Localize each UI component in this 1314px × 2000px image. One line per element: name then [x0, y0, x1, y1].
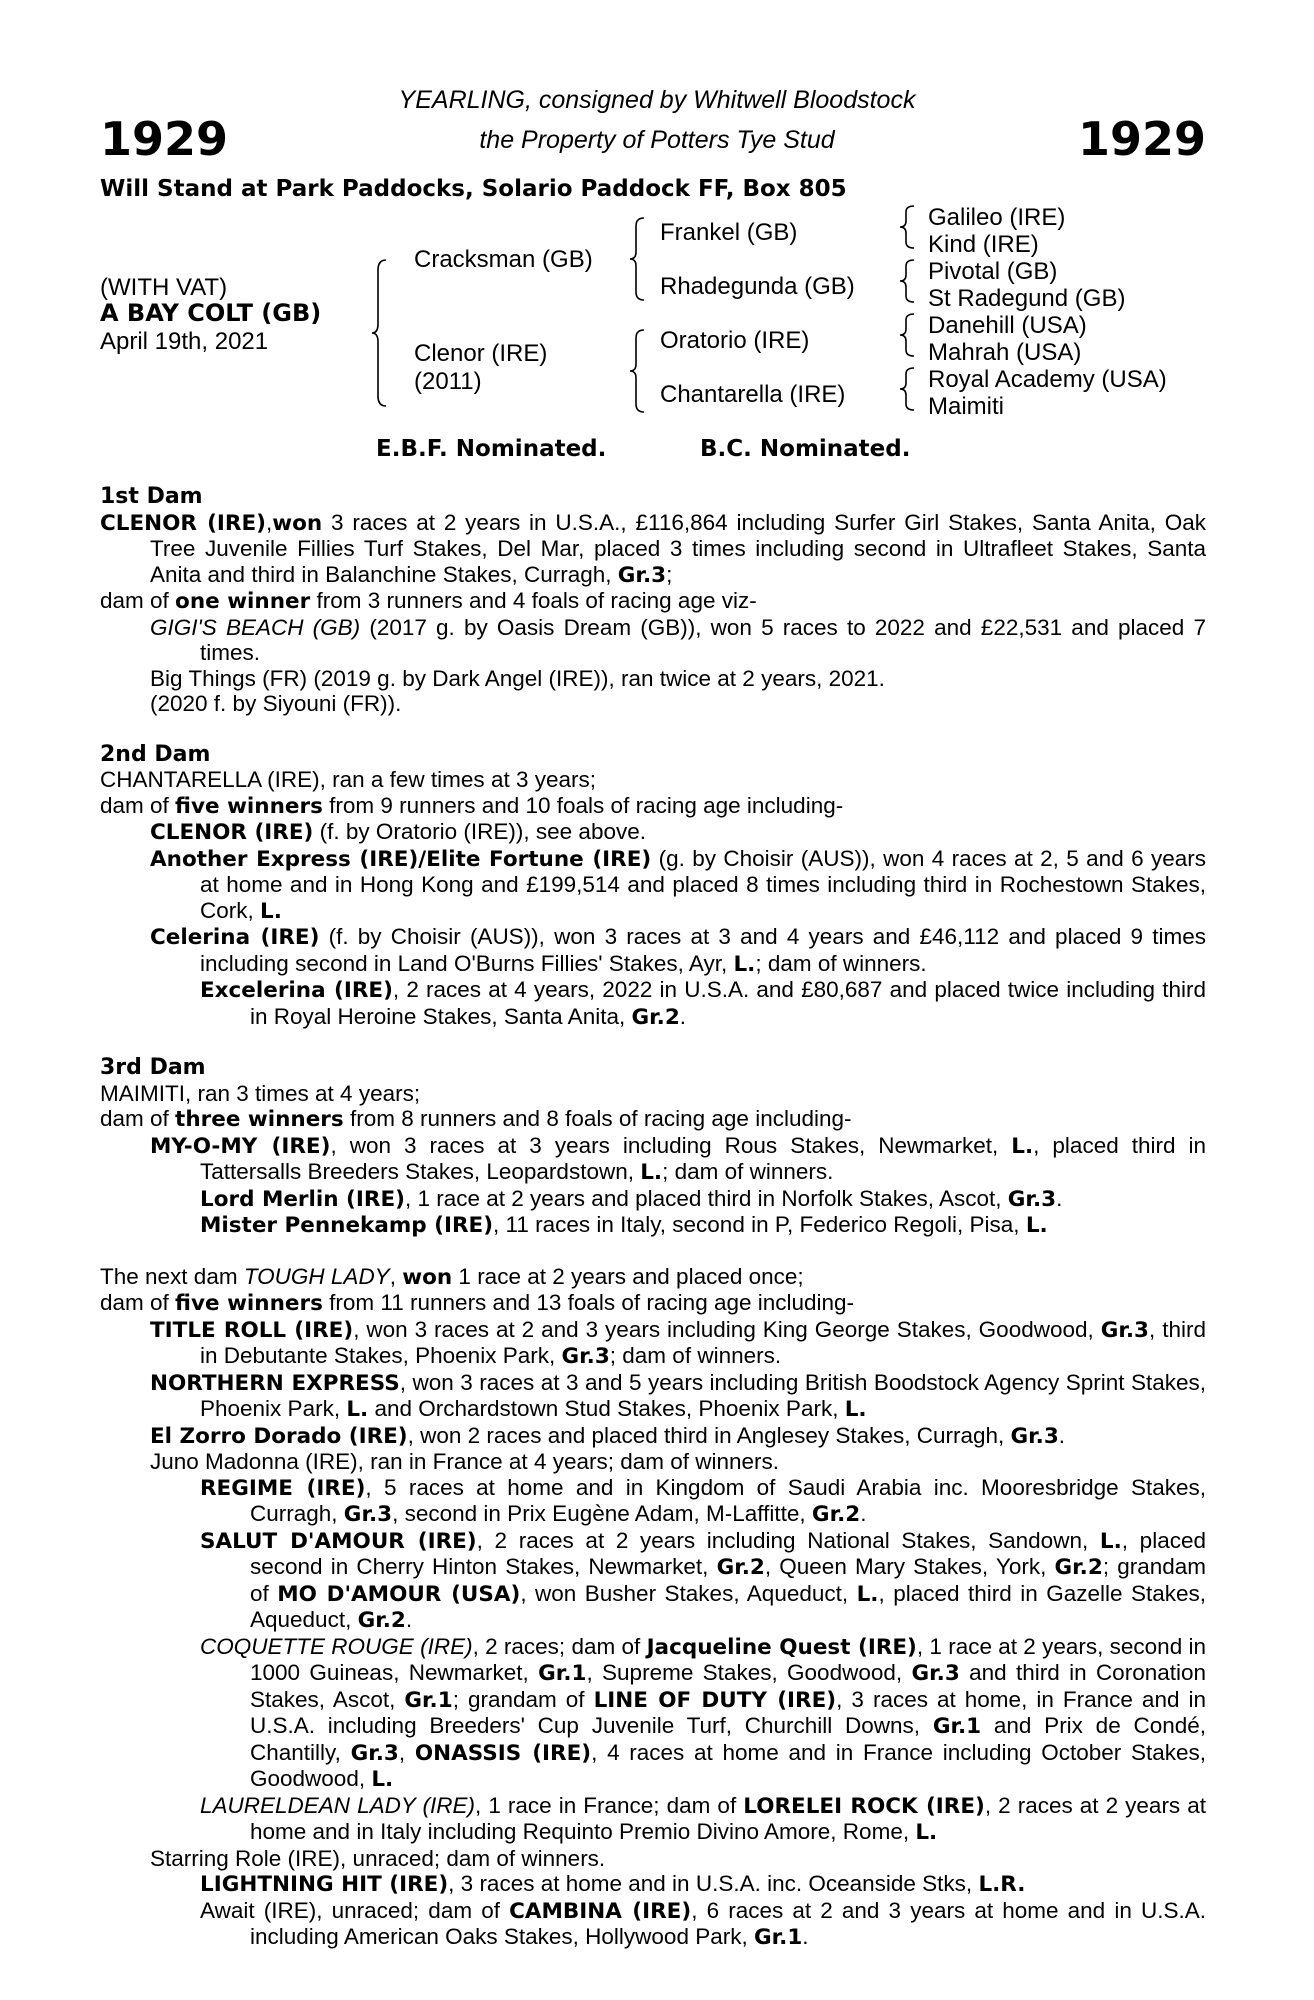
entry-text: COQUETTE ROUGE (IRE) [200, 1633, 473, 1659]
entry-text: from 11 runners and 13 foals of racing age including- [322, 1290, 855, 1315]
entry-text: L. [1011, 1133, 1034, 1159]
dam-section [100, 1055, 1206, 1239]
entry-text: , placed third in Gazelle Stakes, Aqueduct, [250, 1580, 1206, 1632]
pedigree-bracket-dam [630, 328, 650, 414]
entry-text: GIGI'S BEACH (GB) [150, 614, 361, 640]
entry-text: dam of [100, 1106, 176, 1131]
entry-text: Gr.2 [1054, 1555, 1103, 1580]
entry-text: Gr.2 [357, 1608, 406, 1633]
pedigree-bracket-sire [630, 216, 650, 302]
pedigree-entry [100, 793, 1206, 820]
pedigree-entry [100, 1370, 1206, 1423]
pedigree-dam-dam: Chantarella (IRE) [660, 381, 846, 408]
entry-text: , 3 races at home and in U.S.A. inc. Oceanside Stks, [448, 1871, 979, 1896]
section-heading: 1st Dam [100, 484, 203, 509]
entry-text: , won 3 races at 3 and 5 years including British Boodstock Agency Sprint Stakes, Phoenix Park, [200, 1369, 1206, 1421]
pedigree-ggp-7: Royal Academy (USA) [928, 366, 1167, 393]
entry-text: , second in Prix Eugène Adam, M-Laffitte, [392, 1501, 812, 1526]
pedigree-entry [100, 1528, 1206, 1634]
entry-text: L.R. [978, 1872, 1026, 1897]
pedigree-entry [100, 1106, 1206, 1133]
entry-text: , 2 races at 4 years, 2022 in U.S.A. and £80,687 and placed twice including third in Royal Heroine Stakes, Santa Anita, [250, 977, 1206, 1029]
entry-text: Gr.2 [716, 1555, 765, 1580]
entry-text: Gr.1 [932, 1714, 982, 1739]
pedigree-dam-year: (2011) [414, 368, 482, 395]
entry-text: and Orchardstown Stud Stakes, Phoenix Park, [368, 1396, 845, 1421]
pedigree-entry [100, 691, 1206, 717]
pedigree-entry [100, 767, 1206, 793]
dam-section [100, 742, 1206, 1031]
pedigree-sire-sire: Frankel (GB) [660, 219, 798, 246]
property-line: the Property of Potters Tye Stud [479, 126, 835, 154]
pedigree-bracket-chantarella [900, 366, 920, 412]
entry-text: Big Things (FR) (2019 g. by Dark Angel (IRE)), ran twice at 2 years, 2021. [150, 665, 885, 691]
entry-text: Starring Role (IRE), unraced; dam of winners. [150, 1845, 606, 1871]
entry-text: Lord Merlin (IRE) [200, 1186, 405, 1212]
pedigree-entry [100, 1212, 1206, 1239]
entry-text: L. [371, 1767, 394, 1792]
foaling-date: April 19th, 2021 [100, 328, 269, 355]
entry-text: L. [844, 1397, 867, 1422]
entry-text: , 5 races at home and in Kingdom of Saudi Arabia inc. Mooresbridge Stakes, Curragh, [250, 1474, 1206, 1526]
pedigree-dam: Clenor (IRE) [414, 340, 548, 367]
horse-name: A BAY COLT (GB) [100, 299, 322, 327]
entry-text: Gr.2 [631, 1004, 680, 1030]
pedigree-ggp-8: Maimiti [928, 393, 1004, 420]
entry-text: , 1 race at 2 years, second in 1000 Guineas, Newmarket, [250, 1633, 1207, 1685]
entry-text: CAMBINA (IRE) [509, 1898, 692, 1924]
entry-text: TOUGH LADY [243, 1263, 390, 1289]
entry-text: (f. by Choisir (AUS)), won 3 races at 3 and 4 years and £46,112 and placed 9 times including second in Land O'Burns Fillies' Stakes, Ayr, [200, 924, 1207, 976]
entry-text: El Zorro Dorado (IRE) [150, 1423, 408, 1449]
entry-text: Juno Madonna (IRE), ran in France at 4 years; dam of winners. [150, 1449, 780, 1474]
entry-text: ; dam of winners. [609, 1343, 782, 1368]
entry-text: L. [346, 1397, 369, 1422]
pedigree-entry [100, 1475, 1206, 1528]
entry-text: . [802, 1924, 809, 1949]
entry-text: five winners [175, 793, 323, 819]
entry-text: , 2 races; dam of [472, 1633, 647, 1659]
pedigree-ggp-2: Kind (IRE) [928, 231, 1039, 258]
entry-text: Celerina (IRE) [150, 925, 320, 950]
entry-text: MAIMITI, ran 3 times at 4 years; [100, 1080, 421, 1106]
entry-text: Jacqueline Quest (IRE) [646, 1634, 917, 1660]
entry-text: , 2 races at 2 years including National Stakes, Sandown, [476, 1527, 1100, 1553]
section-heading: 2nd Dam [100, 741, 211, 767]
pedigree-ggp-3: Pivotal (GB) [928, 258, 1058, 285]
pedigree-entry [100, 819, 1206, 846]
vat-note: (WITH VAT) [100, 274, 228, 301]
entry-text: Excelerina (IRE) [200, 978, 393, 1003]
entry-text: , Queen Mary Stakes, York, [764, 1554, 1055, 1579]
entry-text: Gr.1 [404, 1687, 453, 1713]
entry-text: Gr.1 [753, 1925, 803, 1950]
entry-text: dam of [100, 588, 176, 613]
pedigree-sire: Cracksman (GB) [414, 246, 593, 273]
entry-text: (g. by Choisir (AUS)), won 4 races at 2, 5 and 6 years at home and in Hong Kong and £199,514 and placed 8 times including third in Rochestown Stakes, Cork, [200, 845, 1206, 923]
pedigree-ggp-1: Galileo (IRE) [928, 204, 1066, 231]
entry-text: Gr.1 [538, 1661, 587, 1686]
entry-text: (f. by Oratorio (IRE)), see above. [313, 819, 646, 844]
entry-text: . [679, 1003, 687, 1029]
entry-text: Another Express (IRE)/Elite Fortune (IRE) [150, 846, 652, 872]
entry-text: REGIME (IRE) [200, 1475, 366, 1501]
entry-text: (2020 f. by Siyouni (FR)). [150, 691, 402, 716]
entry-text: CLENOR (IRE) [100, 510, 266, 536]
entry-text: ; grandam of [452, 1686, 594, 1712]
ebf-nomination: E.B.F. Nominated. [376, 436, 607, 462]
entry-text: and third in Coronation Stakes, Ascot, [250, 1660, 1207, 1712]
bc-nomination: B.C. Nominated. [700, 436, 911, 462]
pedigree-bracket-main [372, 258, 392, 408]
entry-text: 3 races at 2 years in U.S.A., £116,864 including Surfer Girl Stakes, Santa Anita, Oak Tree Juvenile Fillies Turf Stakes, Del Mar, placed 3 times including second in Ultrafleet Stakes, Santa Anita and third in Balanchine Stakes, Curragh, [150, 509, 1207, 587]
entry-text: , Supreme Stakes, Goodwood, [586, 1660, 912, 1685]
entry-text: , 6 races at 2 and 3 years at home and in U.S.A. including American Oaks Stakes, Hollywood Park, [250, 1897, 1206, 1949]
pedigree-entry [100, 1186, 1206, 1213]
dam-section [100, 484, 1206, 717]
entry-text: ; [666, 561, 673, 587]
entry-text: L. [260, 898, 282, 924]
entry-text: Gr.3 [617, 562, 667, 588]
pedigree-bracket-rhadegunda [900, 258, 920, 304]
pedigree-entry [100, 1133, 1206, 1186]
pedigree-entry [100, 1793, 1206, 1846]
entry-text: The next dam [100, 1263, 244, 1289]
entry-text: L. [640, 1160, 663, 1185]
pedigree-entry [100, 924, 1206, 977]
entry-text: Gr.3 [350, 1740, 399, 1766]
pedigree-entry [100, 1317, 1206, 1370]
pedigree-entry [100, 1898, 1206, 1951]
entry-text: L. [1099, 1528, 1122, 1554]
pedigree-entry [100, 1290, 1206, 1317]
entry-text: , won Busher Stakes, Aqueduct, [520, 1580, 857, 1606]
entry-text: , 3 races at home, in France and in U.S.A. including Breeders' Cup Juvenile Turf, Churchill Downs, [250, 1686, 1207, 1738]
entry-text: won [402, 1264, 453, 1290]
pedigree-ggp-4: St Radegund (GB) [928, 285, 1126, 312]
entry-text: Gr.3 [911, 1661, 960, 1686]
pedigree-entry [100, 1871, 1206, 1898]
pedigree-ggp-5: Danehill (USA) [928, 312, 1087, 339]
entry-text: , 4 races at home and in France including October Stakes, Goodwood, [250, 1739, 1206, 1791]
pedigree-bracket-frankel [900, 204, 920, 250]
section-heading: 3rd Dam [100, 1055, 206, 1080]
entry-text: , won 2 races and placed third in Anglesey Stakes, Curragh, [407, 1422, 1011, 1448]
pedigree-entry [100, 1449, 1206, 1475]
pedigree-entry [100, 1081, 1206, 1107]
entry-text: Gr.2 [811, 1502, 861, 1527]
pedigree-entry [100, 510, 1206, 589]
pedigree-entry [100, 1264, 1206, 1291]
pedigree-dam-sire: Oratorio (IRE) [660, 327, 810, 354]
entry-text: , placed second in Cherry Hinton Stakes, Newmarket, [250, 1527, 1206, 1579]
entry-text: from 8 runners and 8 foals of racing age including- [343, 1106, 852, 1131]
entry-text: CHANTARELLA (IRE), ran a few times at 3 years; [100, 767, 596, 792]
entry-text: , 1 race in France; dam of [475, 1792, 744, 1818]
entry-text: , placed third in Tattersalls Breeders Stakes, Leopardstown, [200, 1132, 1207, 1184]
entry-text: LINE OF DUTY (IRE) [593, 1687, 837, 1713]
entry-text: Gr.3 [1007, 1186, 1057, 1212]
catalogue-body [100, 484, 1206, 1951]
entry-text: , [389, 1263, 403, 1289]
entry-text: , 11 races in Italy, second in P, Federico Regoli, Pisa, [493, 1212, 1026, 1237]
pedigree-entry [100, 1423, 1206, 1450]
entry-text: won [272, 510, 323, 536]
entry-text: from 3 runners and 4 foals of racing age viz- [310, 588, 757, 613]
entry-text: dam of [100, 792, 176, 818]
entry-text: L. [856, 1581, 879, 1607]
entry-text: Await (IRE), unraced; dam of [200, 1897, 510, 1923]
entry-text: and Prix de Condé, Chantilly, [250, 1713, 1207, 1765]
entry-text: . [860, 1501, 867, 1526]
entry-text: MO D'AMOUR (USA) [277, 1581, 521, 1607]
pedigree-bracket-oratorio [900, 312, 920, 358]
entry-text: , [398, 1739, 415, 1765]
stand-line: Will Stand at Park Paddocks, Solario Paddock FF, Box 805 [100, 176, 847, 202]
entry-text: , 1 race at 2 years and placed third in Norfolk Stakes, Ascot, [404, 1185, 1008, 1211]
entry-text: LAURELDEAN LADY (IRE) [200, 1792, 476, 1818]
pedigree-entry [100, 666, 1206, 692]
pedigree-entry [100, 588, 1206, 615]
entry-text: LIGHTNING HIT (IRE) [200, 1872, 449, 1897]
consignment-line: YEARLING, consigned by Whitwell Bloodstock [398, 86, 916, 114]
entry-text: dam of [100, 1290, 176, 1315]
lot-number-right: 1929 [1077, 112, 1206, 166]
entry-text: from 9 runners and 10 foals of racing age including- [322, 792, 844, 818]
entry-text: five winners [175, 1291, 323, 1316]
pedigree-entry [100, 615, 1206, 666]
entry-text: Gr.3 [1010, 1423, 1059, 1449]
pedigree-entry [100, 846, 1206, 925]
entry-text: Gr.3 [561, 1344, 610, 1369]
entry-text: Mister Pennekamp (IRE) [200, 1213, 494, 1238]
entry-text: TITLE ROLL (IRE) [150, 1317, 354, 1343]
entry-text: , [265, 509, 273, 535]
entry-text: Gr.3 [1100, 1317, 1150, 1343]
entry-text: ; grandam of [250, 1554, 1207, 1606]
lot-number-left: 1929 [100, 112, 229, 166]
pedigree-ggp-6: Mahrah (USA) [928, 339, 1082, 366]
entry-text: MY-O-MY (IRE) [150, 1133, 331, 1159]
entry-text: three winners [175, 1107, 344, 1132]
entry-text: , 2 races at 2 years at home and in Italy including Requinto Premio Divino Amore, Rome, [250, 1792, 1207, 1844]
entry-text: LORELEI ROCK (IRE) [743, 1793, 985, 1819]
entry-text: ONASSIS (IRE) [414, 1740, 592, 1766]
pedigree-entry [100, 1846, 1206, 1872]
entry-text: (2017 g. by Oasis Dream (GB)), won 5 races to 2022 and £22,531 and placed 7 times. [200, 614, 1206, 665]
pedigree-entry [100, 977, 1206, 1030]
pedigree-sire-dam: Rhadegunda (GB) [660, 273, 855, 300]
entry-text: ; dam of winners. [662, 1159, 834, 1184]
entry-text: , won 3 races at 2 and 3 years including King George Stakes, Goodwood, [353, 1316, 1101, 1342]
entry-text: L. [1025, 1213, 1048, 1238]
entry-text: L. [915, 1820, 938, 1845]
entry-text: NORTHERN EXPRESS [150, 1370, 400, 1396]
entry-text: . [405, 1607, 413, 1632]
entry-text: , third in Debutante Stakes, Phoenix Park, [200, 1316, 1206, 1368]
entry-text: 1 race at 2 years and placed once; [452, 1263, 804, 1289]
entry-text: CLENOR (IRE) [150, 820, 314, 845]
entry-text: ; dam of winners. [755, 950, 927, 976]
pedigree-entry [100, 1634, 1206, 1793]
entry-text: , won 3 races at 3 years including Rous Stakes, Newmarket, [330, 1132, 1012, 1158]
entry-text: . [1058, 1422, 1066, 1448]
entry-text: . [1056, 1185, 1063, 1211]
entry-text: SALUT D'AMOUR (IRE) [200, 1528, 477, 1554]
dam-section [100, 1264, 1206, 1951]
entry-text: L. [733, 951, 756, 977]
entry-text: Gr.3 [343, 1502, 393, 1527]
entry-text: one winner [175, 589, 311, 614]
